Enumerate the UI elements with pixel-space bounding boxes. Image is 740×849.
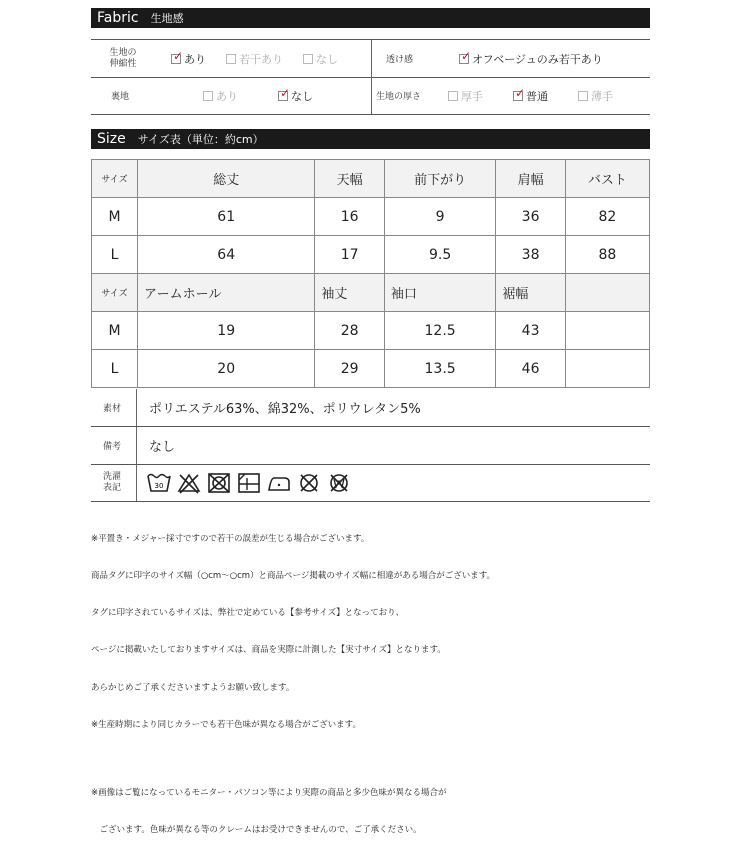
size-cell: M [92,312,138,350]
note-line: あらかじめご了承くださいますようお願い致します。 [91,682,295,693]
fabric-title-en: Fabric [97,10,139,26]
value-cell: 61 [138,198,315,236]
checkbox-checked-icon [513,91,523,101]
header-cell: 前下がり [384,160,496,198]
lining-options [203,77,333,114]
low-iron-icon [267,472,291,494]
fabric-title-jp: 生地感 [150,12,184,25]
sheer-option[interactable]: ✓ オフベージュのみ若干あり [459,51,603,67]
table-row [92,236,650,274]
size-cell: M [92,198,138,236]
notes [91,508,495,849]
no-dry-clean-icon [297,472,321,494]
care-bottom-border [91,501,650,502]
divider [371,77,372,114]
svg-text:30: 30 [154,482,164,490]
header-cell: 裾幅 [496,274,565,312]
stretch-option-ari[interactable]: ✓ あり [171,51,206,67]
remarks-row [91,427,650,465]
table-row [92,350,650,388]
value-cell: 38 [496,236,565,274]
stretch-label: 生地の 伸縮性 [109,47,137,69]
size-cell: L [92,236,138,274]
remarks-label: 備考 [103,442,122,452]
size-label: サイズ [92,160,138,198]
wash-30-icon [147,472,171,494]
value-cell: 9.5 [384,236,496,274]
stretch-options [171,40,358,77]
value-cell: 43 [496,312,565,350]
header-cell: 総丈 [138,160,315,198]
value-cell: 28 [315,312,384,350]
value-cell: 82 [565,198,649,236]
note-line: ございます。色味が異なる等のクレームはお受けできませんので、ご了承ください。 [91,825,422,836]
checkbox-empty-icon [303,54,313,64]
value-cell: 29 [315,350,384,388]
note-line [91,756,495,762]
thickness-options [448,77,633,114]
value-cell: 46 [496,350,565,388]
size-label: サイズ [92,274,138,312]
header-cell: アームホール [138,274,315,312]
stretch-option-jakkan[interactable]: 若干あり [226,51,283,67]
value-cell [565,312,649,350]
note-line: 商品タグに印字のサイズ幅（○cm～○cm）と商品ページ掲載のサイズ幅に相違がある場合がございます。 [91,571,496,582]
divider [136,389,137,426]
header-cell: 袖丈 [315,274,384,312]
sheer-label: 透け感 [386,55,414,65]
size-title-jp: サイズ表（単位：約cm） [137,133,264,146]
sheer-options [459,40,623,77]
material-row [91,389,650,427]
size-header-row-1 [92,160,650,198]
header-cell: バスト [565,160,649,198]
table-row [92,312,650,350]
size-title-en: Size [97,131,126,147]
no-bleach-icon [177,472,201,494]
checkbox-checked-icon [171,54,181,64]
divider [371,40,372,77]
note-line: ※平置き・メジャー採寸ですので若干の誤差が生じる場合がございます。 [91,533,370,544]
value-cell: 64 [138,236,315,274]
table-row [92,198,650,236]
thickness-option-futsu[interactable]: ✓ 普通 [513,88,548,104]
lining-option-nashi[interactable]: ✓ なし [278,88,313,104]
material-value: ポリエステル63%、綿32%、ポリウレタン5% [149,402,421,417]
value-cell: 12.5 [384,312,496,350]
fabric-row-1 [91,39,650,78]
checkbox-empty-icon [203,91,213,101]
header-cell: 肩幅 [496,160,565,198]
note-line: タグに印字されているサイズは、弊社で定めている【参考サイズ】となっており、 [91,608,405,619]
remarks-value: なし [149,440,176,455]
checkbox-empty-icon [448,91,458,101]
lining-option-ari[interactable]: あり [203,88,238,104]
header-cell: 袖口 [384,274,496,312]
line-dry-shade-icon [237,472,261,494]
no-wet-clean-icon [327,472,351,494]
fabric-header [91,8,650,28]
note-line: ※画像はご覧になっているモニター・パソコン等により実際の商品と多少色味が異なる場合が [91,787,447,798]
note-line: ページに掲載いたしておりますサイズは、商品を実際に計測した【実寸サイズ】となります。 [91,645,446,656]
checkbox-checked-icon [278,91,288,101]
value-cell: 20 [138,350,315,388]
value-cell: 17 [315,236,384,274]
lining-label: 裏地 [111,92,130,102]
checkbox-empty-icon [226,54,236,64]
size-table [91,159,650,388]
header-cell: 天幅 [315,160,384,198]
fabric-row-2 [91,77,650,115]
checkbox-empty-icon [578,91,588,101]
value-cell: 88 [565,236,649,274]
value-cell: 16 [315,198,384,236]
care-row [91,465,650,501]
size-cell: L [92,350,138,388]
checkbox-checked-icon [459,54,469,64]
no-tumble-dry-icon [207,472,231,494]
value-cell: 13.5 [384,350,496,388]
value-cell [565,350,649,388]
divider [136,465,137,501]
material-label: 素材 [103,404,122,414]
care-icons [147,465,357,501]
thickness-option-atsude[interactable]: 厚手 [448,88,483,104]
divider [136,427,137,464]
value-cell: 36 [496,198,565,236]
stretch-option-nashi[interactable]: なし [303,51,338,67]
value-cell: 9 [384,198,496,236]
thickness-option-usude[interactable]: 薄手 [578,88,613,104]
header-cell [565,274,649,312]
value-cell: 19 [138,312,315,350]
note-line: ※生産時期により同じカラーでも若干色味が異なる場合がございます。 [91,719,361,730]
thickness-label: 生地の厚さ [376,92,422,102]
care-label: 洗濯 表記 [103,472,122,493]
size-header-row-2 [92,274,650,312]
size-header [91,129,650,149]
